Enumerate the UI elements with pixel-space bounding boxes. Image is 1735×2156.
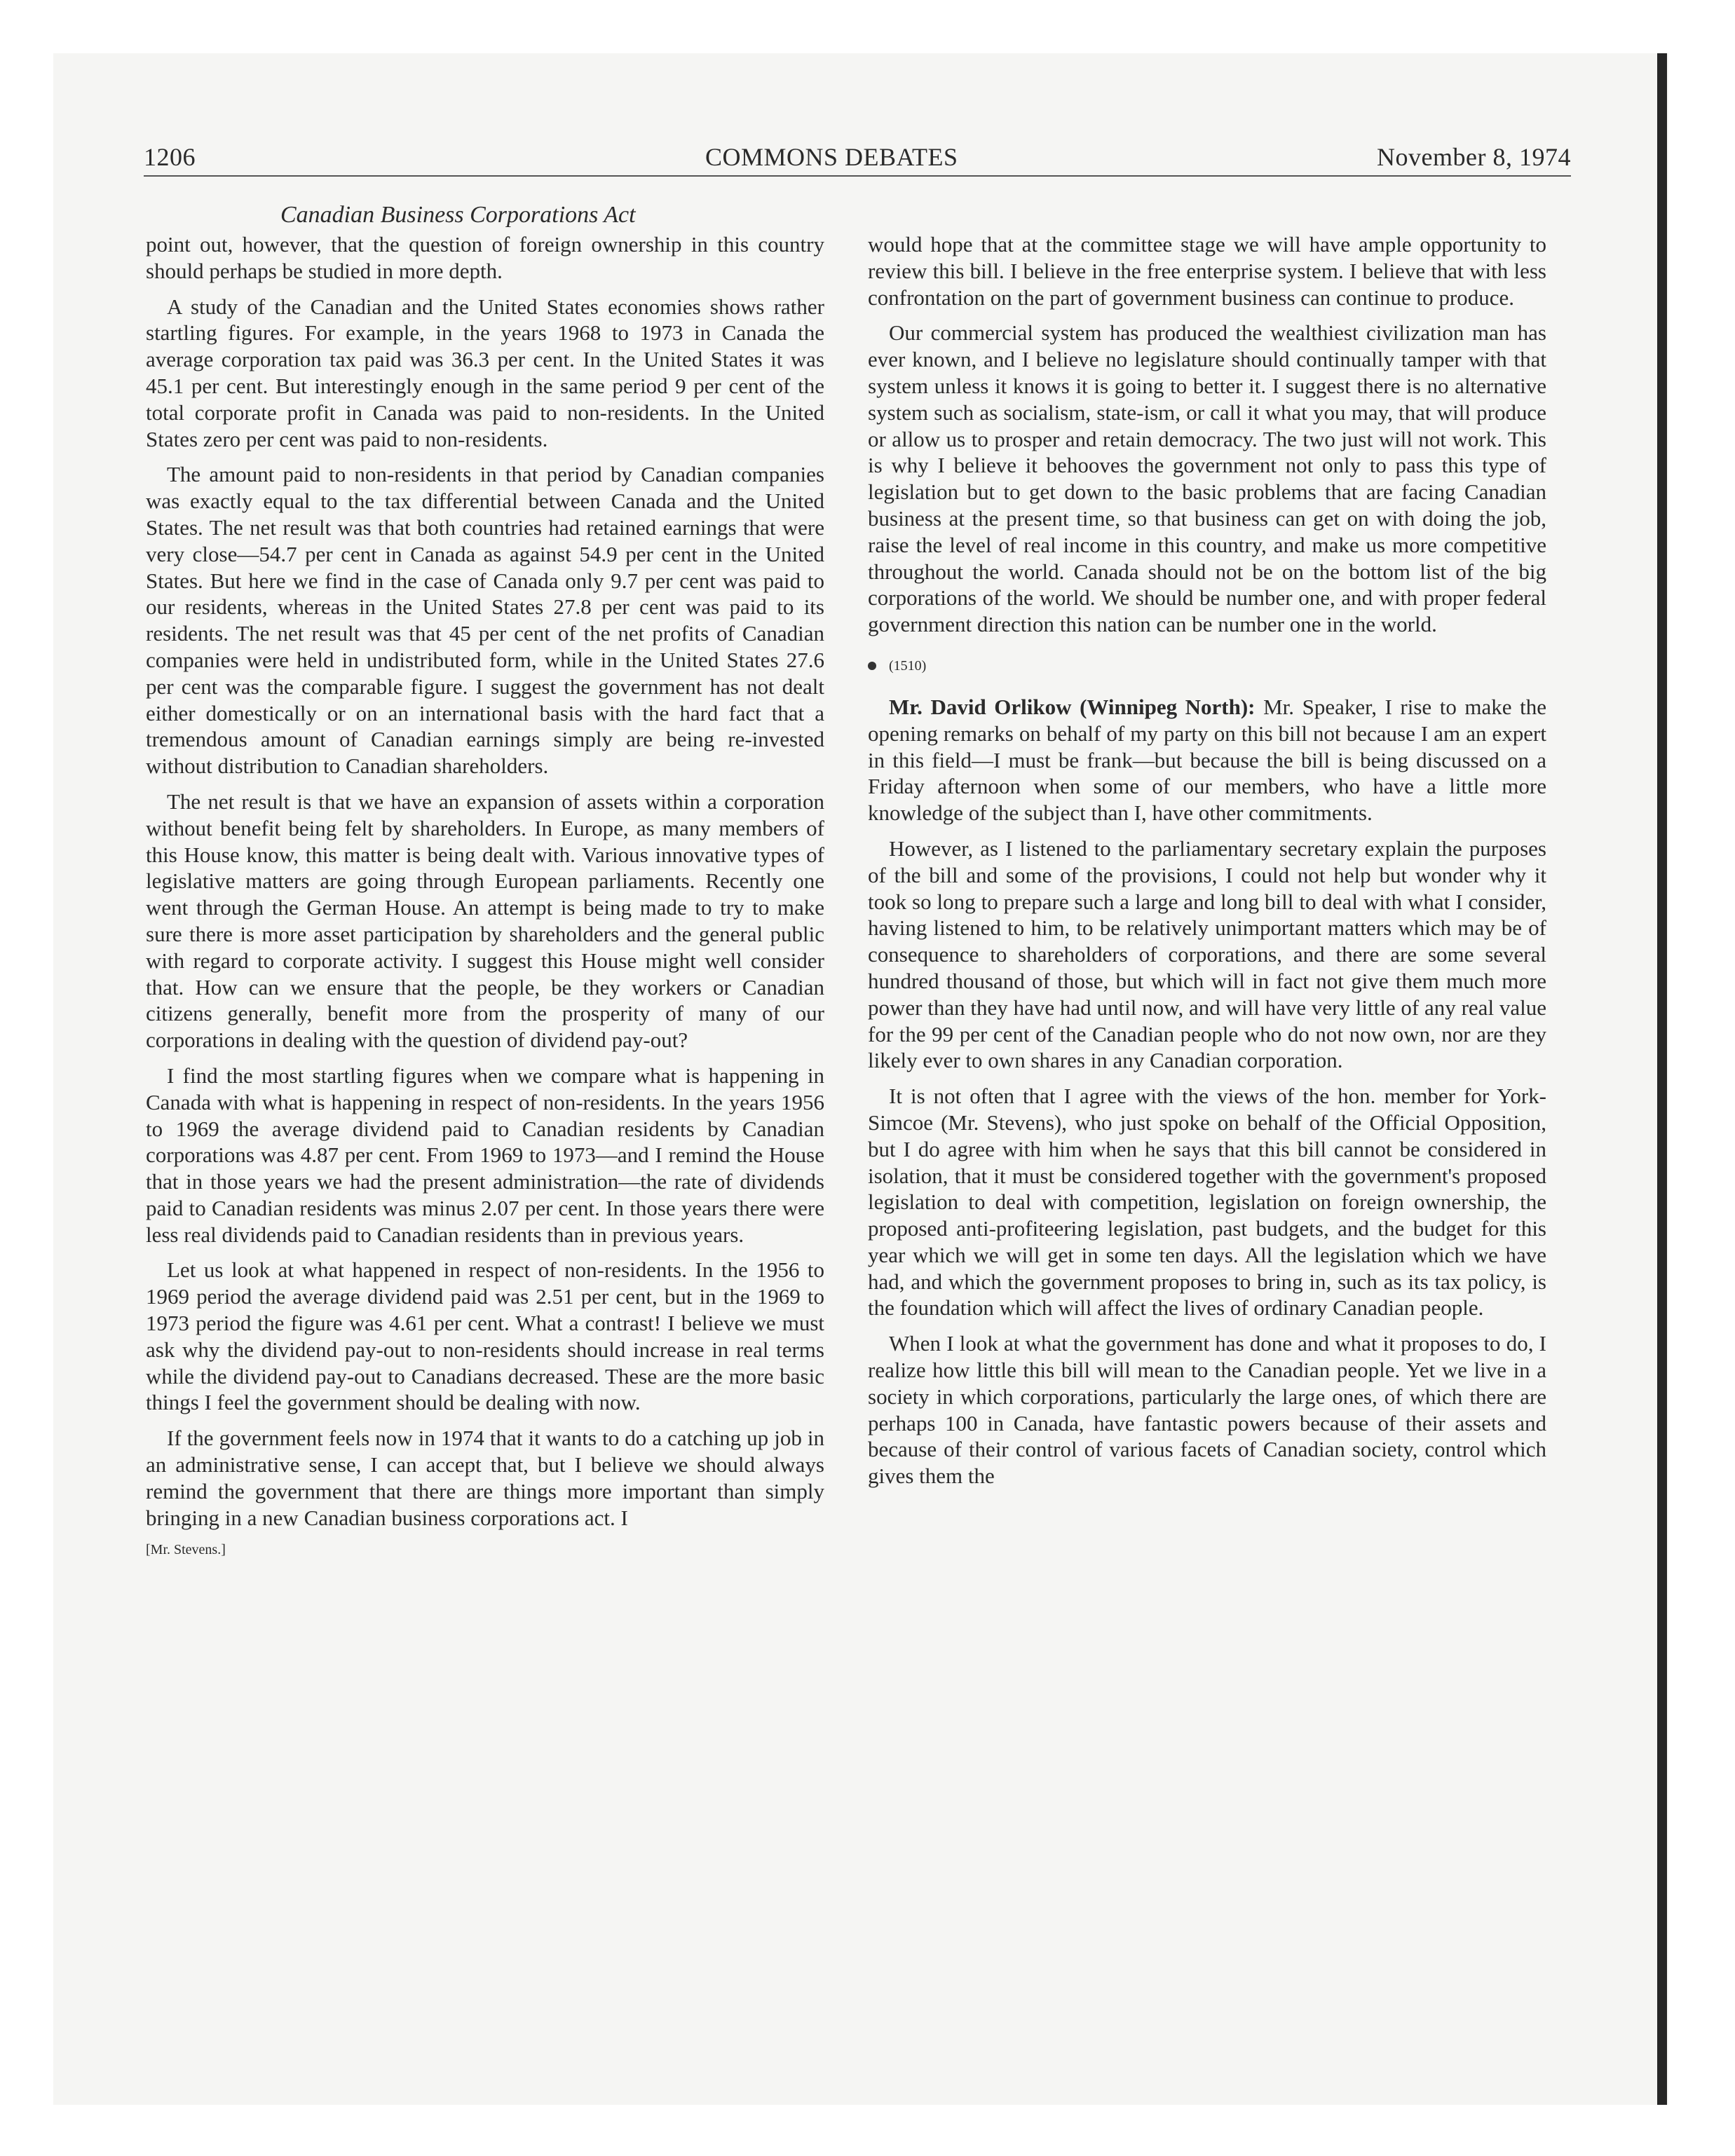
paragraph: point out, however, that the question of foreign ownership in this country should perhaps be studied in more depth.: [146, 232, 824, 283]
bullet-icon: [868, 662, 876, 670]
paragraph: Let us look at what happened in respect of non-residents. In the 1956 to 1969 period the average dividend paid was 2.51 per cent, but in the 1969 to 1973 period the figure was 4.61 per cent. What a contrast! I believe we must ask why the dividend pay-out to non-residents should increase in real terms while the dividend pay-out to Canadians decreased. These are the more basic things I feel the government should be dealing with now.: [146, 1257, 824, 1415]
paragraph: It is not often that I agree with the views of the hon. member for York-Simcoe (Mr. Stevens), who just spoke on behalf of the Official Opposition, but I do agree with him when he says that this bill cannot be considered in isolation, that it must be considered together with the government's proposed legislation to deal with competition, legislation on foreign ownership, the proposed anti-profiteering legislation, past budgets, and the budget for this year which we will get in some ten days. All the legislation which we have had, and which the government proposes to bring in, such as its tax policy, is the foundation which will affect the lives of ordinary Canadian people.: [868, 1084, 1546, 1321]
timestamp: (1510): [889, 657, 927, 674]
paragraph: When I look at what the government has done and what it proposes to do, I realize how little this bill will mean to the Canadian people. Yet we live in a society in which corporations, particularly the large ones, of which there are perhaps 100 in Canada, have fantastic powers because of their assets and because of their control of various facets of Canadian society, control which gives them the: [868, 1331, 1546, 1489]
speaker-text: Mr. Speaker, I rise to make the opening remarks on behalf of my party on this bill not because I am an expert in this field—I must be frank—but because the bill is being discussed on a Friday afternoon when some of our members, who have a little more knowledge of the subject than I, have other commitments.: [868, 694, 1546, 826]
left-column: [146, 231, 824, 1559]
speaker-attribution: [Mr. Stevens.]: [146, 1542, 226, 1558]
page-number: 1206: [144, 143, 196, 171]
paragraph: The net result is that we have an expansion of assets within a corporation without benefit being felt by shareholders. In Europe, as many members of this House know, this matter is being dealt with. Various innovative types of legislative matters are going through European parliaments. Recently one went through the German House. An attempt is being made to try to make sure there is more asset participation by shareholders and the general public with regard to corporate activity. I suggest this House might well consider that. How can we ensure that the people, be they workers or Canadian citizens generally, benefit more from the prosperity of many of our corporations in dealing with the question of dividend pay-out?: [146, 789, 824, 1053]
paragraph: Our commercial system has produced the wealthiest civilization man has ever known, and I believe no legislature should continually tamper with that system unless it knows it is going to better it. I suggest there is no alternative system such as socialism, state-ism, or call it what you may, that will produce or allow us to prosper and retain democracy. The two just will not work. This is why I believe it behooves the government not only to pass this type of legislation but to get down to the basic problems that are facing Canadian business at the present time, so that business can get on with doing the job, raise the level of real income in this country, and make us more competitive throughout the world. Canada should not be on the bottom list of the big corporations of the world. We should be number one, and with proper federal government direction this nation can be number one in the world.: [868, 320, 1546, 637]
paragraph: If the government feels now in 1974 that it wants to do a catching up job in an administrative sense, I can accept that, but I believe we should always remind the government that there are things more important than simply bringing in a new Canadian business corporations act. I: [146, 1426, 824, 1530]
publication-date: November 8, 1974: [1377, 143, 1571, 171]
speaker-name: Mr. David Orlikow (Winnipeg North):: [889, 694, 1256, 719]
right-column: [868, 231, 1546, 1499]
speaker-paragraph: [868, 694, 1546, 826]
paragraph: would hope that at the committee stage we will have ample opportunity to review this bill. I believe in the free enterprise system. I believe that with less confrontation on the part of government business can continue to produce.: [868, 232, 1546, 310]
paragraph: A study of the Canadian and the United States economies shows rather startling figures. For example, in the years 1968 to 1973 in Canada the average corporation tax paid was 36.3 per cent. In the United States it was 45.1 per cent. But interestingly enough in the same period 9 per cent of the total corporate profit in Canada was paid to non-residents. In the United States zero per cent was paid to non-residents.: [146, 294, 824, 451]
scan-binding-edge: [1657, 53, 1667, 2105]
paragraph: However, as I listened to the parliamentary secretary explain the purposes of the bill and some of the provisions, I could not help but wonder why it took so long to prepare such a large and long bill to deal with what I consider, having listened to him, to be relatively unimportant matters which may be of consequence to shareholders of corporations, and there are some several hundred thousand of those, but which will in fact not give them much more power than they have had until now, and will have very little of any real value for the 99 per cent of the Canadian people who do not now own, nor are they likely ever to own shares in any Canadian corporation.: [868, 835, 1546, 1073]
timestamp-marker: [868, 656, 1546, 676]
running-title: Canadian Business Corporations Act: [280, 202, 636, 228]
paragraph: I find the most startling figures when we compare what is happening in Canada with what is happening in respect of non-residents. In the years 1956 to 1969 the average dividend paid to Canadian residents by Canadian corporations was 4.87 per cent. From 1969 to 1973—and I remind the House that in those years we had the present administration—the rate of dividends paid to Canadian residents was minus 2.07 per cent. In those years there were less real dividends paid to Canadian residents than in previous years.: [146, 1063, 824, 1247]
header-rule: [144, 175, 1571, 177]
publication-title: COMMONS DEBATES: [705, 143, 958, 171]
paragraph: The amount paid to non-residents in that period by Canadian companies was exactly equal to the tax differential between Canada and the United States. The net result was that both countries had retained earnings that were very close—54.7 per cent in Canada as against 54.9 per cent in the United States. But here we find in the case of Canada only 9.7 per cent was paid to our residents, whereas in the United States 27.8 per cent was paid to its residents. The net result was that 45 per cent of the net profits of Canadian companies were held in undistributed form, while in the United States 27.6 per cent was the comparable figure. I suggest the government has not dealt either domestically or on an international basis with the hard fact that a tremendous amount of Canadian earnings simply are being re-invested without distribution to Canadian shareholders.: [146, 462, 824, 779]
